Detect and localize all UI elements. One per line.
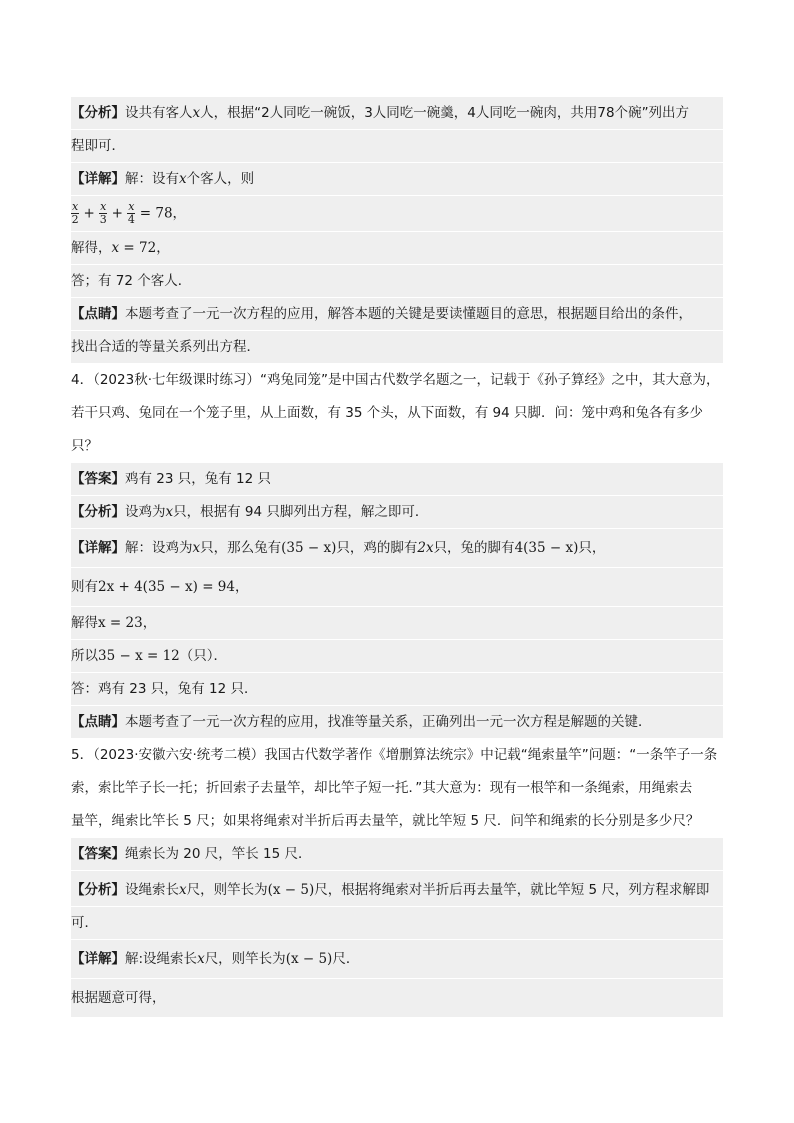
q4-stem: 4．（2023秋·七年级课时练习）“鸡兔同笼”是中国古代数学名题之一，记载于《孙子算经》之中，其大意为， — [71, 372, 720, 388]
detail-tag: 【详解】 — [71, 951, 125, 967]
answer-tag: 【答案】 — [71, 846, 125, 862]
analysis-tag: 【分析】 — [71, 882, 125, 898]
q4-answer: 【答案】鸡有 23 只，兔有 12 只 — [71, 463, 723, 495]
q3-analysis: 【分析】设共有客人x人，根据“2人同吃一碗饭，3人同吃一碗羹，4人同吃一碗肉，共用78个碗”列出方 — [71, 97, 723, 129]
q4-equation: 则有2x + 4(35 − x) = 94， — [71, 568, 723, 606]
q4-so: 所以35 − x = 12（只）． — [71, 640, 723, 672]
comment-tag: 【点睛】 — [71, 714, 125, 730]
q5-answer: 【答案】绳索长为 20 尺，竿长 15 尺． — [71, 838, 723, 870]
q4-detail: 【详解】解：设鸡为x只，那么兔有(35 − x)只，鸡的脚有2x只，兔的脚有4(35 − x)只， — [71, 529, 723, 567]
q3-detail: 【详解】解：设有x个客人，则 — [71, 163, 723, 195]
comment-tag: 【点睛】 — [71, 306, 125, 322]
q3-answer: 答；有 72 个客人． — [71, 265, 723, 297]
fraction: $\frac{x}{4}$ — [127, 200, 135, 226]
detail-tag: 【详解】 — [71, 171, 125, 187]
q5-stem-cont: 索，索比竿子长一托；折回索子去量竿，却比竿子短一托．”其大意为：现有一根竿和一条绳索，用绳索去 — [71, 780, 693, 796]
answer-tag: 【答案】 — [71, 471, 125, 487]
q3-comment: 【点睛】本题考查了一元一次方程的应用，解答本题的关键是要读懂题目的意思，根据题目给出的条件， — [71, 298, 723, 330]
q4-comment: 【点睛】本题考查了一元一次方程的应用，找准等量关系，正确列出一元一次方程是解题的关键． — [71, 706, 723, 738]
q4-stem-end: 只？ — [71, 438, 98, 454]
q3-equation: $\frac{x}{2}$ + $\frac{x}{3}$ + $\frac{x}{4}$ = 78， — [71, 196, 723, 231]
analysis-tag: 【分析】 — [71, 504, 125, 520]
solution-content — [71, 97, 723, 1018]
q5-stem: 5．（2023·安徽六安·统考二模）我国古代数学著作《增删算法统宗》中记载“绳索量竿”问题：“一条竿子一条 — [71, 747, 718, 763]
q5-analysis-cont: 可． — [71, 907, 723, 939]
q3-analysis-cont: 程即可． — [71, 130, 723, 162]
q4-solve: 解得x = 23， — [71, 607, 723, 639]
q4-final: 答：鸡有 23 只，兔有 12 只． — [71, 673, 723, 705]
q5-last: 根据题意可得， — [71, 979, 723, 1017]
fraction: $\frac{x}{3}$ — [99, 200, 107, 226]
fraction: $\frac{x}{2}$ — [71, 200, 79, 226]
q5-detail: 【详解】解:设绳索长x尺，则竿长为(x − 5)尺． — [71, 940, 723, 978]
q5-analysis: 【分析】设绳索长x尺，则竿长为(x − 5)尺，根据将绳索对半折后再去量竿，就比竿短 5 尺，列方程求解即 — [71, 871, 723, 906]
q3-solve: 解得，x = 72， — [71, 232, 723, 264]
q4-analysis: 【分析】设鸡为x只，根据有 94 只脚列出方程，解之即可． — [71, 496, 723, 528]
q4-stem-cont: 若干只鸡、兔同在一个笼子里，从上面数，有 35 个头，从下面数，有 94 只脚．问：笼中鸡和兔各有多少 — [71, 405, 704, 421]
analysis-tag: 【分析】 — [71, 105, 125, 121]
q3-comment-cont: 找出合适的等量关系列出方程． — [71, 331, 723, 363]
detail-tag: 【详解】 — [71, 540, 125, 556]
q5-stem-end: 量竿，绳索比竿长 5 尺；如果将绳索对半折后再去量竿，就比竿短 5 尺．问竿和绳索的长分别是多少尺？ — [71, 813, 700, 829]
